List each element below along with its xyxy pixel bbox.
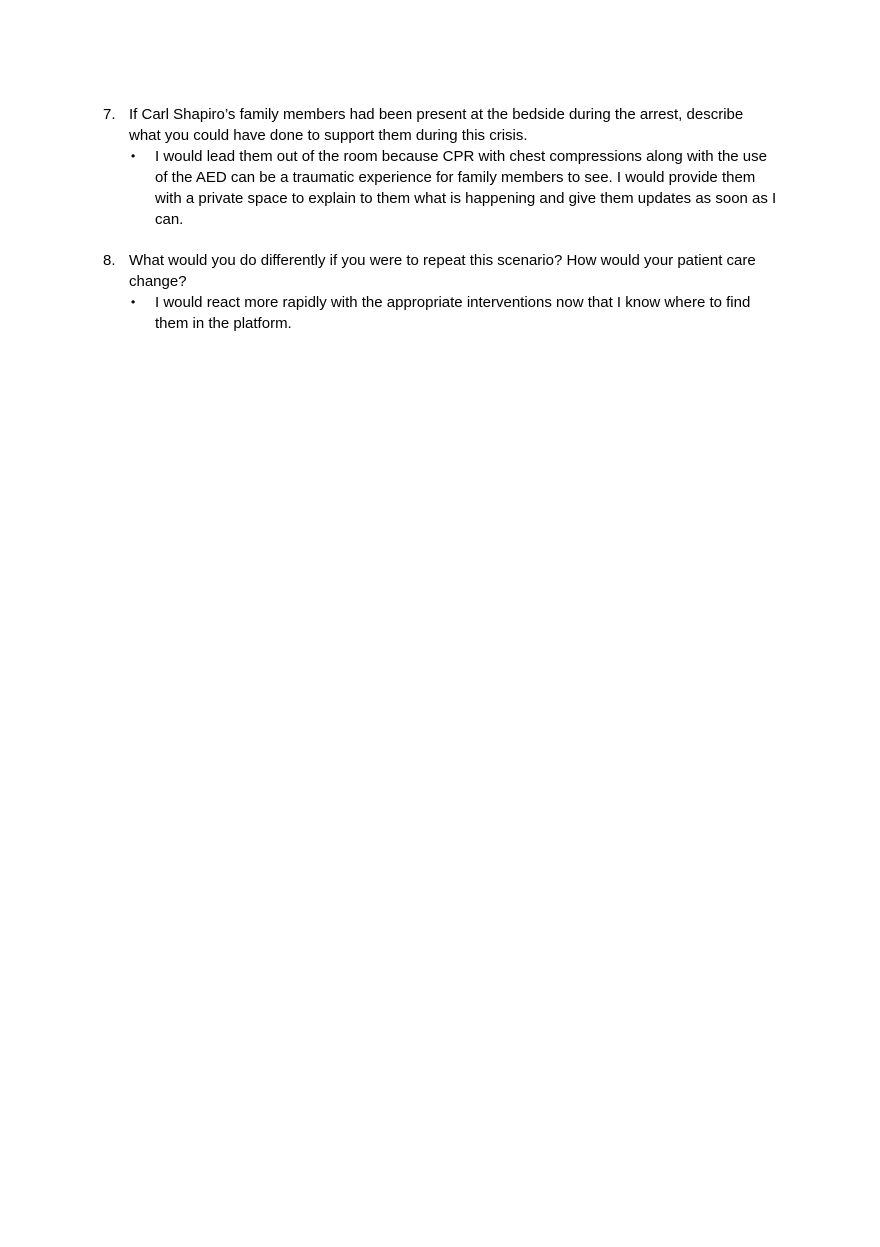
list-item — [103, 104, 783, 230]
list-item — [103, 250, 783, 334]
question-number: 8. — [103, 252, 116, 269]
question-text: If Carl Shapiro’s family members had been present at the bedside during the arrest, describe what you could have done to support them during this crisis. — [129, 106, 744, 144]
answer-text: I would react more rapidly with the appropriate interventions now that I know where to find them in the platform. — [155, 294, 751, 332]
question-8 — [103, 250, 783, 292]
bullet-icon: • — [131, 295, 136, 309]
question-text: What would you do differently if you were to repeat this scenario? How would your patient care change? — [129, 252, 756, 290]
question-number: 7. — [103, 106, 116, 123]
question-7 — [103, 104, 783, 146]
answer-text: I would lead them out of the room because CPR with chest compressions along with the use of the AED can be a traumatic experience for family members to see. I would provide them with a private space to explain to them what is happening and give them updates as soon as I can. — [155, 148, 777, 228]
bullet-icon: • — [131, 149, 136, 163]
document-body — [103, 104, 783, 334]
answer-8 — [129, 292, 783, 334]
answer-7 — [129, 146, 783, 230]
